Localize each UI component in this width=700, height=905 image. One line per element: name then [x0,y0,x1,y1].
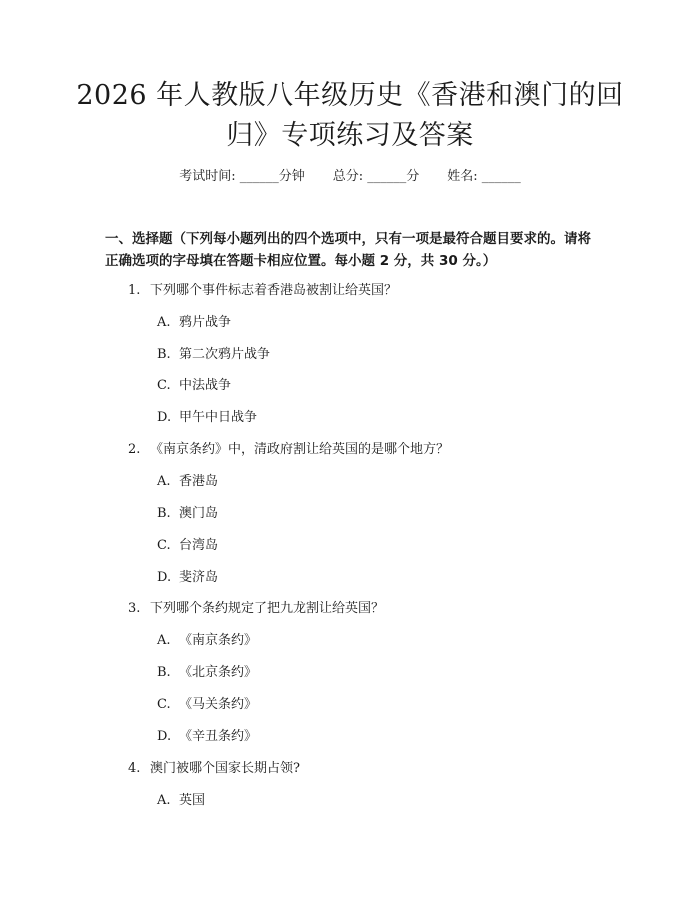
option-letter: B. [157,347,171,362]
question-3 [128,600,384,618]
option-letter: C. [157,378,171,393]
option-text: 《南京条约》 [179,633,258,648]
question-4 [128,760,300,778]
question-2-option-c [157,537,218,555]
option-letter: A. [157,315,171,330]
option-letter: A. [157,793,171,808]
question-3-option-c [157,696,257,714]
exam-time-field: 考试时间: ______分钟 [179,169,305,184]
section-heading: 一、选择题（下列每小题列出的四个选项中，只有一项是最符合题目要求的。请将正确选项的字母填在答题卡相应位置。每小题 2 分，共 30 分。） [105,231,591,269]
option-text: 香港岛 [179,474,219,489]
option-letter: D. [157,729,172,744]
question-4-option-a [157,792,205,810]
student-name-field: 姓名: ______ [447,169,521,184]
option-letter: D. [157,410,172,425]
question-1-option-a [157,314,231,332]
question-number: 1. [128,283,141,298]
option-text: 第二次鸦片战争 [179,347,271,362]
option-text: 甲午中日战争 [179,410,258,425]
question-number: 3. [128,601,141,616]
option-text: 《北京条约》 [179,665,258,680]
question-text: 下列哪个条约规定了把九龙割让给英国？ [150,601,385,616]
total-score-field: 总分: ______分 [332,169,420,184]
option-text: 斐济岛 [179,570,219,585]
option-text: 台湾岛 [179,538,219,553]
question-1-option-b [157,346,270,364]
option-text: 澳门岛 [179,506,219,521]
question-2 [128,441,449,459]
question-3-option-a [157,632,257,650]
question-number: 4. [128,761,141,776]
question-2-option-d [157,569,218,587]
option-letter: A. [157,633,171,648]
option-letter: C. [157,697,171,712]
question-text: 澳门被哪个国家长期占领? [150,761,300,776]
title-line-1: 2026 年人教版八年级历史《香港和澳门的回 [76,80,624,111]
exam-info [0,168,700,186]
question-text: 下列哪个事件标志着香港岛被割让给英国？ [150,283,398,298]
option-letter: B. [157,506,171,521]
question-2-option-b [157,505,218,523]
option-text: 鸦片战争 [179,315,232,330]
question-2-option-a [157,473,218,491]
question-3-option-d [157,728,257,746]
option-letter: C. [157,538,171,553]
option-text: 《马关条约》 [179,697,258,712]
option-text: 英国 [179,793,206,808]
document-title [60,76,640,156]
option-text: 《辛丑条约》 [179,729,258,744]
option-letter: B. [157,665,171,680]
option-letter: A. [157,474,171,489]
question-text: 《南京条约》中，清政府割让给英国的是哪个地方？ [150,442,450,457]
question-number: 2. [128,442,141,457]
question-1-option-d [157,409,257,427]
question-1-option-c [157,377,231,395]
option-letter: D. [157,570,172,585]
title-line-2: 归》专项练习及答案 [226,120,474,151]
option-text: 中法战争 [179,378,232,393]
question-1 [128,282,397,300]
question-3-option-b [157,664,257,682]
